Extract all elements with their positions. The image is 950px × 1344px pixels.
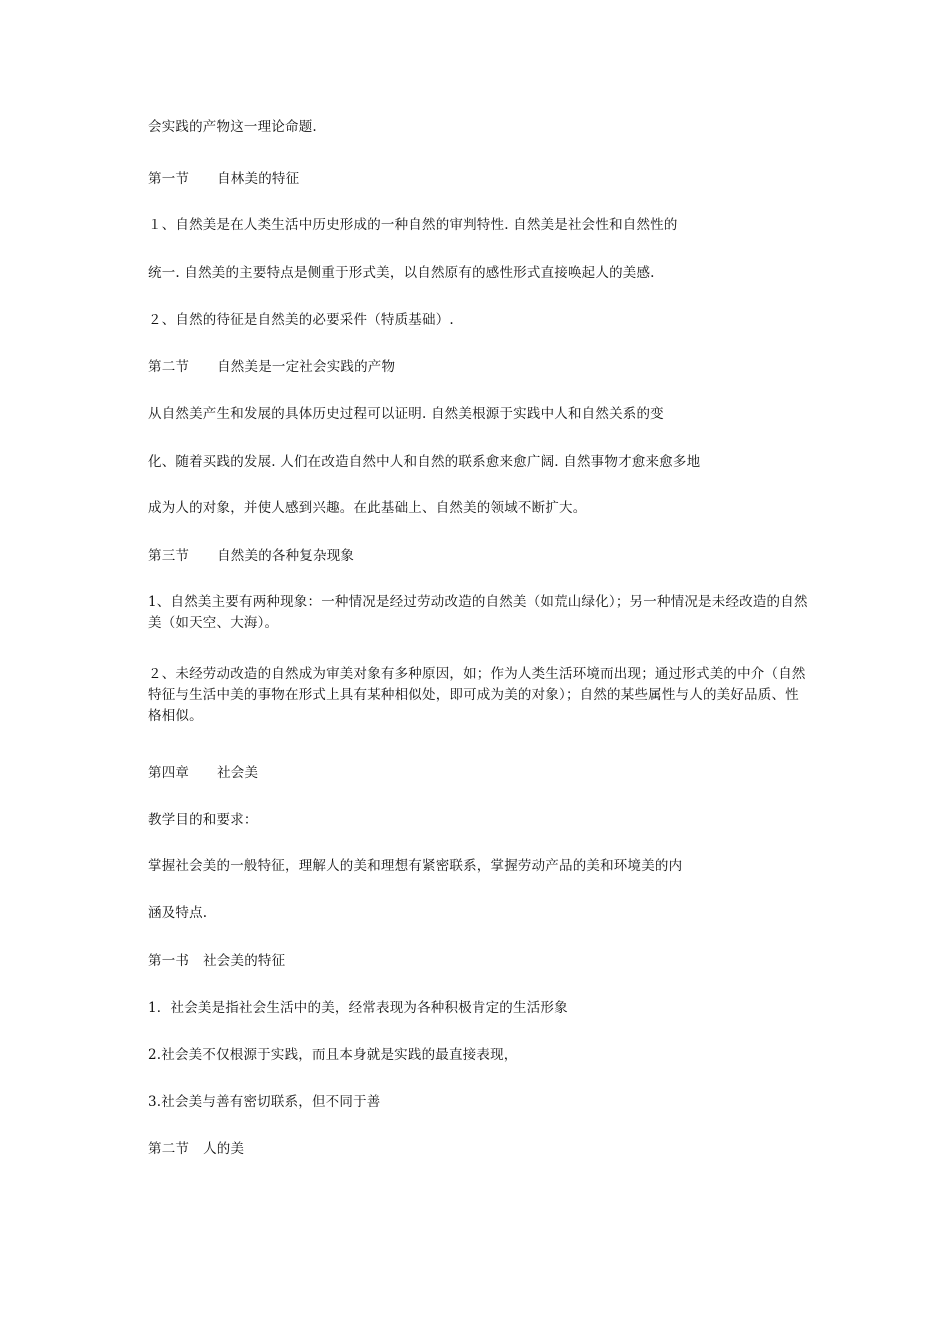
chapter-title: 社会美 bbox=[217, 765, 259, 781]
paragraph: 1、自然美主要有两种现象：一种情况是经过劳动改造的自然美（如荒山绿化）；另一种情况是未经改造的自然美（如天空、大海）。 bbox=[148, 594, 808, 631]
paragraph: ２、未经劳动改造的自然成为审美对象有多种原因，如；作为人类生活环境而出现；通过形式美的中介（自然特征与生活中美的事物在形式上具有某种相似处，即可成为美的对象）；自然的某些属性与人的美好品质、性格相似。 bbox=[148, 666, 806, 724]
section-heading bbox=[148, 357, 808, 377]
paragraph: 会实践的产物这一理论命题. bbox=[148, 119, 317, 135]
section-number: 第二节 bbox=[148, 359, 190, 375]
paragraph: 教学目的和要求： bbox=[148, 812, 258, 828]
paragraph: 统一. 自然美的主要特点是侧重于形式美，以自然原有的感性形式直接唤起人的美感. bbox=[148, 265, 655, 281]
section-number: 第二节 bbox=[148, 1141, 190, 1157]
section-title: 自然美的各种复杂现象 bbox=[217, 548, 355, 564]
section-number: 第一节 bbox=[148, 171, 190, 187]
paragraph: 化、随着买践的发展. 人们在改造自然中人和自然的联系愈来愈广阔. 自然事物才愈来愈多地 bbox=[148, 454, 701, 470]
chapter-number: 第四章 bbox=[148, 765, 190, 781]
paragraph: 从自然美产生和发展的具体历史过程可以证明. 自然美根源于实践中人和自然关系的变 bbox=[148, 406, 664, 422]
section-heading bbox=[148, 951, 808, 971]
paragraph: 1．社会美是指社会生活中的美，经常表现为各种积极肯定的生活形象 bbox=[148, 1000, 568, 1016]
paragraph: 成为人的对象，并使人感到兴趣。在此基础上、自然美的领域不断扩大。 bbox=[148, 500, 587, 516]
chapter-heading bbox=[148, 763, 808, 783]
section-title: 自林美的特征 bbox=[217, 171, 300, 187]
section-title: 社会美的特征 bbox=[203, 953, 286, 969]
section-title: 自然美是一定社会实践的产物 bbox=[217, 359, 396, 375]
section-number: 第三节 bbox=[148, 548, 190, 564]
section-number: 第一书 bbox=[148, 953, 190, 969]
section-heading bbox=[148, 169, 808, 189]
section-heading bbox=[148, 1139, 808, 1159]
paragraph: ２、自然的待征是自然美的必要采件（特质基础）. bbox=[148, 312, 454, 328]
paragraph: 掌握社会美的一般特征，理解人的美和理想有紧密联系，掌握劳动产品的美和环境美的内 bbox=[148, 858, 683, 874]
section-title: 人的美 bbox=[203, 1141, 245, 1157]
paragraph: 3.社会美与善有密切联系，但不同于善 bbox=[148, 1094, 381, 1110]
section-heading bbox=[148, 546, 808, 566]
paragraph: 涵及特点. bbox=[148, 905, 208, 921]
paragraph: 2.社会美不仅根源于实践，而且本身就是实践的最直接表现， bbox=[148, 1047, 518, 1063]
paragraph: １、自然美是在人类生活中历史形成的一种自然的审判特性. 自然美是社会性和自然性的 bbox=[148, 217, 678, 233]
